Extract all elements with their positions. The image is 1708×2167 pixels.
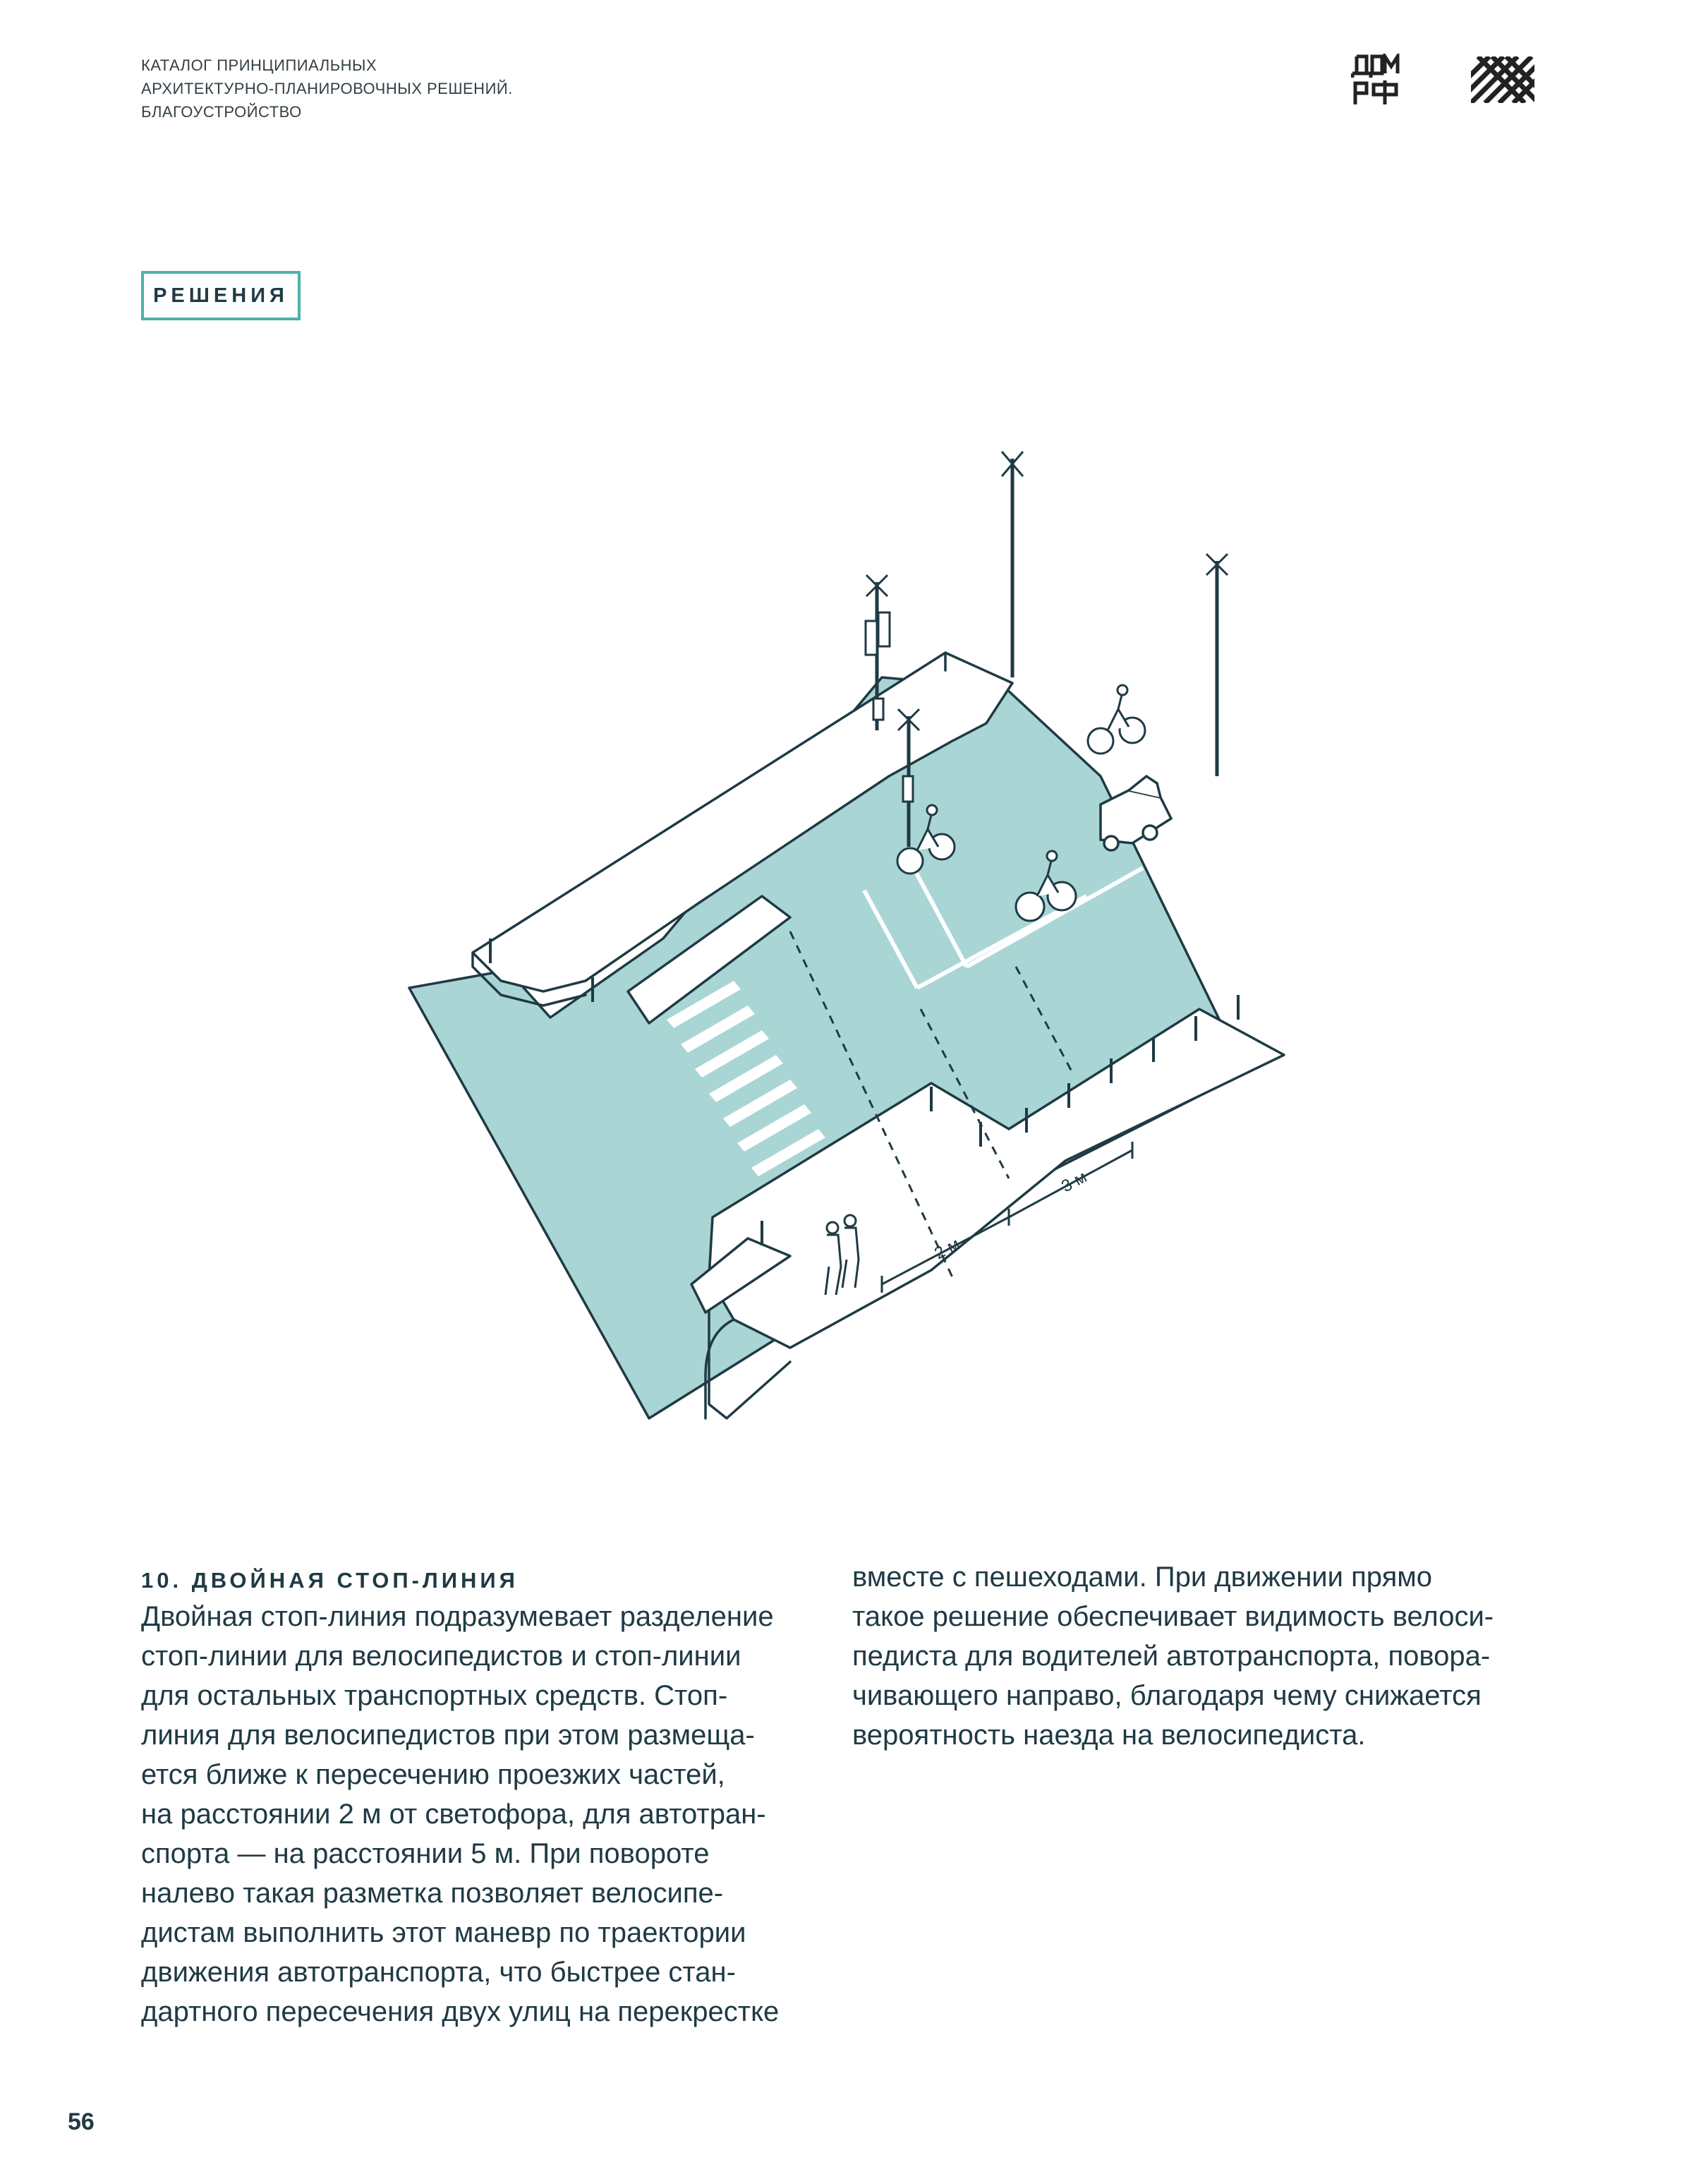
description-left-column [141, 1597, 779, 2032]
text-line: для остальных транспортных средств. Стоп- [141, 1680, 728, 1711]
text-line: дистам выполнить этот маневр по траектории [141, 1917, 746, 1948]
text-line: ется ближе к пересечению проезжих частей, [141, 1759, 725, 1790]
text-line: такое решение обеспечивает видимость велоси- [852, 1601, 1494, 1632]
header-line-2: АРХИТЕКТУРНО-ПЛАНИРОВОЧНЫХ РЕШЕНИЙ. [141, 80, 513, 97]
text-line: стоп-линии для велосипедистов и стоп-линии [141, 1641, 741, 1672]
section-tag-label: РЕШЕНИЯ [153, 284, 289, 307]
dimension-label-3m: 3 м [1058, 1167, 1091, 1197]
text-line: педиста для водителей автотранспорта, повора- [852, 1641, 1491, 1672]
text-line: чивающего направо, благодаря чему снижается [852, 1680, 1482, 1711]
dimension-label-2m: 2 м [931, 1234, 964, 1264]
text-line: налево такая разметка позволяет велосипе- [141, 1878, 724, 1909]
text-line: Двойная стоп-линия подразумевает разделение [141, 1601, 774, 1632]
text-line: на расстоянии 2 м от светофора, для автотран- [141, 1799, 766, 1830]
page-number: 56 [68, 2108, 95, 2135]
text-line: вероятность наезда на велосипедиста. [852, 1720, 1366, 1751]
text-line: дартного пересечения двух улиц на перекрестке [141, 1996, 780, 2027]
text-line: вместе с пешеходами. При движении прямо [852, 1562, 1432, 1593]
intersection-illustration [395, 445, 1319, 1447]
text-line: линия для велосипедистов при этом размеща- [141, 1720, 755, 1751]
header-line-3: БЛАГОУСТРОЙСТВО [141, 103, 302, 121]
car [1101, 776, 1171, 850]
header-line-1: КАТАЛОГ ПРИНЦИПИАЛЬНЫХ [141, 56, 377, 74]
catalog-header [141, 54, 513, 123]
text-line: движения автотранспорта, что быстрее стан- [141, 1957, 736, 1988]
hatch-pattern-logo [1471, 56, 1534, 103]
dom-rf-logo [1351, 54, 1400, 107]
solution-title: 10. ДВОЙНАЯ СТОП-ЛИНИЯ [141, 1568, 519, 1593]
section-tag [141, 271, 301, 320]
text-line: спорта — на расстоянии 5 м. При повороте [141, 1838, 710, 1869]
description-right-column [852, 1557, 1494, 1755]
